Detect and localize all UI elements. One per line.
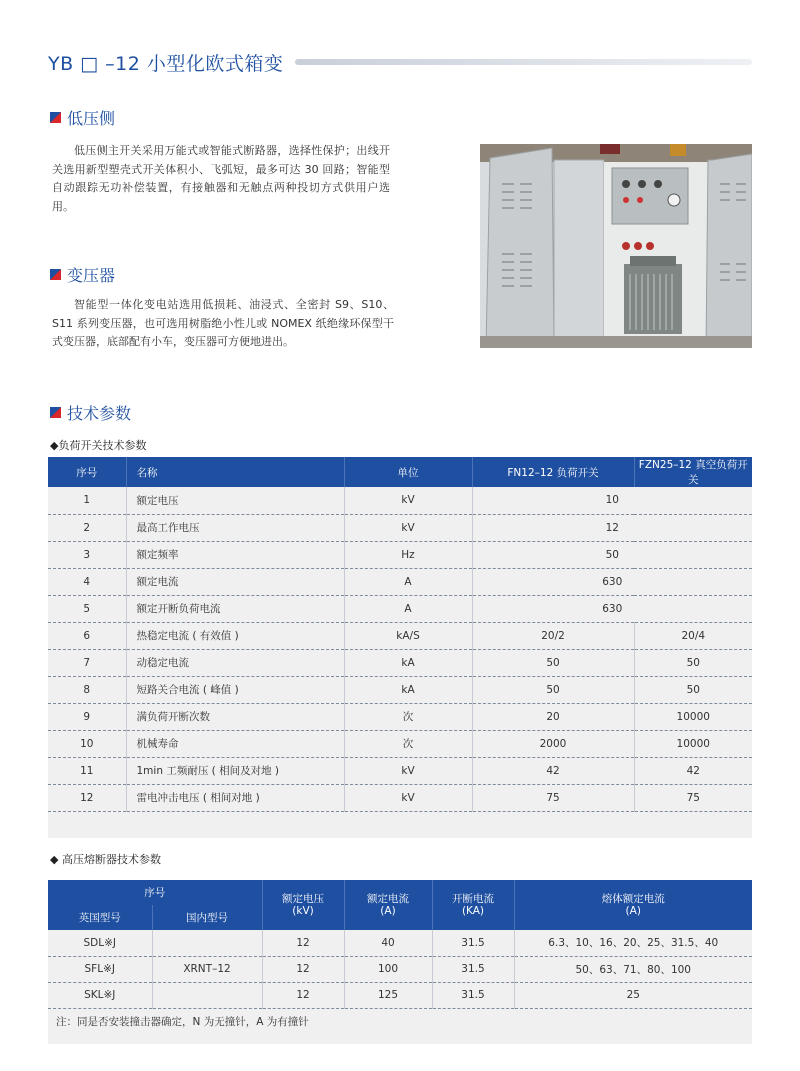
cell-cn-model: [152, 982, 262, 1008]
cell-seq: 9: [48, 703, 126, 730]
cell-seq: 5: [48, 595, 126, 622]
table-row: [48, 676, 752, 703]
section-heading-low-voltage: [50, 106, 115, 129]
cell-seq: 7: [48, 649, 126, 676]
table-row: [48, 930, 752, 956]
table-row: [48, 541, 752, 568]
cell-rated-current: 40: [344, 930, 432, 956]
cell-name: 额定电流: [126, 568, 344, 595]
table-row: [48, 982, 752, 1008]
table-row: [48, 757, 752, 784]
table-row: [48, 568, 752, 595]
cell-unit: kV: [344, 757, 472, 784]
cell-rated-current: 125: [344, 982, 432, 1008]
header-breaking-label: 开断电流: [452, 893, 494, 905]
cell-seq: 12: [48, 784, 126, 811]
cell-value: 12: [472, 514, 752, 541]
cell-unit: Hz: [344, 541, 472, 568]
cell-seq: 4: [48, 568, 126, 595]
table-header-row: [48, 457, 752, 487]
cell-unit: kV: [344, 487, 472, 514]
cell-cn-model: XRNT–12: [152, 956, 262, 982]
cell-name: 动稳定电流: [126, 649, 344, 676]
cell-seq: 3: [48, 541, 126, 568]
header-melt-current: [514, 880, 752, 930]
cell-melt-current: 25: [514, 982, 752, 1008]
cell-name: 机械寿命: [126, 730, 344, 757]
header-rated-voltage-label: 额定电压: [282, 893, 324, 905]
cell-fzn25: 75: [634, 784, 752, 811]
cell-name: 雷电冲击电压 ( 相间对地 ): [126, 784, 344, 811]
cell-name: 额定频率: [126, 541, 344, 568]
cell-fzn25: 42: [634, 757, 752, 784]
table-row: [48, 595, 752, 622]
cell-unit: kA/S: [344, 622, 472, 649]
cell-melt-current: 6.3、10、16、20、25、31.5、40: [514, 930, 752, 956]
cell-rated-voltage: 12: [262, 982, 344, 1008]
table-row: [48, 784, 752, 811]
load-switch-table: [48, 457, 752, 812]
table-row: [48, 730, 752, 757]
cell-rated-voltage: 12: [262, 930, 344, 956]
cell-en-model: SKL※J: [48, 982, 152, 1008]
cell-en-model: SFL※J: [48, 956, 152, 982]
section-heading-tech: [50, 401, 131, 424]
cell-value: 630: [472, 568, 752, 595]
cell-fn12: 20: [472, 703, 634, 730]
header-rated-current-label: 额定电流: [367, 893, 409, 905]
cell-unit: kA: [344, 676, 472, 703]
low-voltage-paragraph: 低压侧主开关采用万能式或智能式断路器，选择性保护；出线开关选用新型塑壳式开关体积小、飞弧短，最多可达 30 回路；智能型自动跟踪无功补偿装置，有接触器和无触点两种投切方式供用户选用。: [52, 144, 390, 213]
section-marker-icon: [50, 269, 61, 280]
title-decorative-line: [295, 59, 752, 65]
header-seq: 序号: [48, 457, 126, 487]
header-unit: 单位: [344, 457, 472, 487]
cell-seq: 6: [48, 622, 126, 649]
table-header-row: [48, 880, 752, 905]
section-marker-icon: [50, 407, 61, 418]
cell-name: 最高工作电压: [126, 514, 344, 541]
cell-name: 短路关合电流 ( 峰值 ): [126, 676, 344, 703]
cell-fn12: 75: [472, 784, 634, 811]
cell-en-model: SDL※J: [48, 930, 152, 956]
fuse-note: 注：同是否安装撞击器确定，N 为无撞针，A 为有撞针: [56, 1015, 309, 1028]
header-fn12: FN12–12 负荷开关: [472, 457, 634, 487]
header-rated-voltage-unit: (kV): [292, 905, 314, 917]
cell-fn12: 20/2: [472, 622, 634, 649]
table-row: [48, 622, 752, 649]
transformer-paragraph: 智能型一体化变电站选用低损耗、油浸式、全密封 S9、S10、S11 系列变压器，也可选用树脂绝小性儿或 NOMEX 纸绝缘环保型干式变压器，底部配有小车，变压器可方便地进出。: [52, 298, 394, 348]
header-rated-current: [344, 880, 432, 930]
fuse-subheading: ◆ 高压熔断器技术参数: [50, 853, 161, 866]
cell-breaking-current: 31.5: [432, 930, 514, 956]
cell-fzn25: 50: [634, 676, 752, 703]
header-melt-label: 熔体额定电流: [601, 893, 665, 905]
table-row: [48, 487, 752, 514]
cell-fn12: 42: [472, 757, 634, 784]
cell-name: 额定电压: [126, 487, 344, 514]
cell-seq: 10: [48, 730, 126, 757]
cell-seq: 1: [48, 487, 126, 514]
header-rated-current-unit: (A): [380, 905, 396, 917]
header-cn-model: 国内型号: [152, 905, 262, 930]
substation-photo: [480, 144, 752, 348]
note-row: [48, 1008, 752, 1034]
header-name: 名称: [126, 457, 344, 487]
header-fzn25: FZN25–12 真空负荷开关: [634, 457, 752, 487]
cell-unit: kV: [344, 514, 472, 541]
cell-name: 热稳定电流 ( 有效值 ): [126, 622, 344, 649]
cell-name: 1min 工频耐压 ( 相间及对地 ): [126, 757, 344, 784]
cell-unit: 次: [344, 730, 472, 757]
section-heading-transformer: [50, 263, 115, 286]
page-title: YB □ –12 小型化欧式箱变: [48, 52, 284, 75]
cell-value: 10: [472, 487, 752, 514]
cell-fzn25: 10000: [634, 703, 752, 730]
cell-melt-current: 50、63、71、80、100: [514, 956, 752, 982]
cell-fn12: 50: [472, 676, 634, 703]
header-en-model: 英国型号: [48, 905, 152, 930]
cell-breaking-current: 31.5: [432, 982, 514, 1008]
cell-unit: 次: [344, 703, 472, 730]
cell-unit: kV: [344, 784, 472, 811]
title-row: [48, 48, 752, 76]
cell-seq: 11: [48, 757, 126, 784]
header-breaking-current: [432, 880, 514, 930]
table-row: [48, 703, 752, 730]
cell-rated-voltage: 12: [262, 956, 344, 982]
cell-cn-model: [152, 930, 262, 956]
load-switch-subheading: ◆负荷开关技术参数: [50, 439, 147, 452]
cell-fzn25: 50: [634, 649, 752, 676]
table-row: [48, 956, 752, 982]
cell-name: 额定开断负荷电流: [126, 595, 344, 622]
cell-value: 50: [472, 541, 752, 568]
cell-fzn25: 10000: [634, 730, 752, 757]
section-marker-icon: [50, 112, 61, 123]
cell-breaking-current: 31.5: [432, 956, 514, 982]
table-row: [48, 649, 752, 676]
section-heading-label: 低压侧: [67, 109, 116, 128]
cell-seq: 2: [48, 514, 126, 541]
cell-unit: kA: [344, 649, 472, 676]
substation-illustration: [480, 144, 752, 348]
cell-fn12: 50: [472, 649, 634, 676]
section-heading-label: 变压器: [67, 266, 116, 285]
cell-unit: A: [344, 568, 472, 595]
section-heading-label: 技术参数: [67, 404, 132, 423]
header-seq: 序号: [48, 880, 262, 905]
table-row: [48, 514, 752, 541]
cell-unit: A: [344, 595, 472, 622]
cell-value: 630: [472, 595, 752, 622]
fuse-table: [48, 880, 752, 1034]
cell-seq: 8: [48, 676, 126, 703]
cell-rated-current: 100: [344, 956, 432, 982]
header-melt-unit: (A): [625, 905, 641, 917]
cell-fn12: 2000: [472, 730, 634, 757]
cell-fzn25: 20/4: [634, 622, 752, 649]
header-breaking-unit: (KA): [461, 905, 485, 917]
cell-name: 满负荷开断次数: [126, 703, 344, 730]
header-rated-voltage: [262, 880, 344, 930]
